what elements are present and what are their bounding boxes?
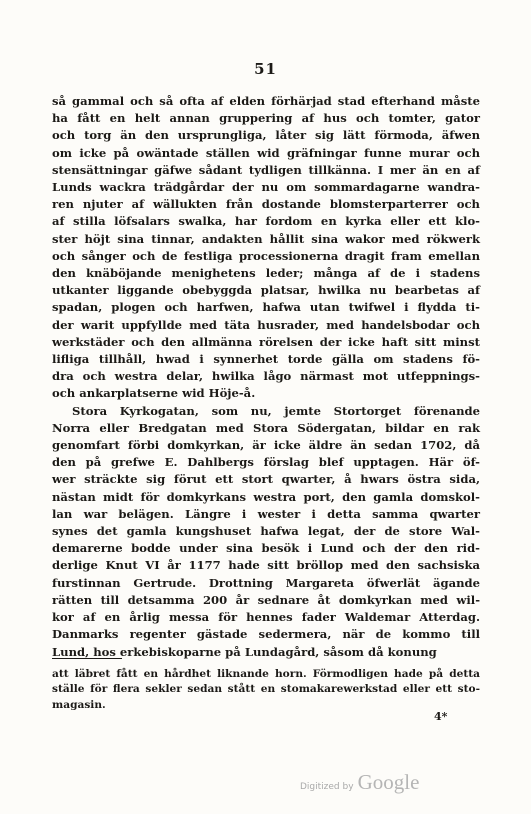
footnote-line: magasin. [52, 698, 106, 711]
watermark-brand: Google [357, 770, 420, 794]
body-text-line: stensättningar gäfwe sådant tydligen tillkänna. I mer än en af [52, 162, 480, 177]
body-text-line: om icke på owäntade ställen wid gräfningar funne murar och [52, 145, 480, 160]
body-text-line: rätten till detsamma 200 år sednare åt domkyrkan med wil- [52, 592, 480, 607]
body-text-line: Lund, hos erkebiskoparne på Lundagård, såsom då konung [52, 644, 437, 659]
body-text-line: och sånger och de festliga processionerna dragit fram emellan [52, 248, 480, 263]
body-text-line: så gammal och så ofta af elden förhärjad stad efterhand måste [52, 94, 480, 108]
body-text-line: werkstäder och den allmänna rörelsen der icke haft sitt minst [52, 334, 480, 349]
body-text-line: Danmarks regenter gästade sedermera, när de kommo till [52, 627, 480, 642]
body-text-line: ster höjt sina tinnar, andakten hållit sina wakor med rökwerk [52, 231, 480, 246]
body-text-line: synes det gamla kungshuset hafwa legat, der de store Wal- [52, 524, 480, 539]
body-text-line: Stora Kyrkogatan, som nu, jemte Stortorget förenande [72, 403, 480, 418]
body-text-line: derlige Knut VI år 1177 hade sitt bröllop med den sachsiska [52, 558, 480, 573]
body-text-line: och ankarplatserne wid Höje-å. [52, 386, 256, 401]
body-text-line: genomfart förbi domkyrkan, är icke äldre än sedan 1702, då [52, 438, 480, 453]
body-text-line: spadan, plogen och harfwen, hafwa utan twifwel i flydda ti- [52, 300, 480, 315]
signature-mark: 4* [434, 710, 448, 723]
footnote-line: att läbret fått en hårdhet liknande horn. Förmodligen hade på detta [52, 668, 480, 680]
body-text-line: kor af en årlig messa för hennes fader Waldemar Atterdag. [52, 610, 480, 625]
digitized-watermark [300, 770, 419, 795]
body-text-line: der warit uppfyllde med täta husrader, med handelsbodar och [52, 317, 480, 332]
body-text-line: Norra eller Bredgatan med Stora Södergatan, bildar en rak [52, 420, 480, 435]
page-number: 51 [254, 60, 277, 78]
body-text-line: ren njuter af wällukten från dostande blomsterparterrer och [52, 197, 480, 212]
body-text-line: den på grefwe E. Dahlbergs förslag blef upptagen. Här öf- [52, 455, 480, 470]
body-text-line: lifliga tillhåll, hwad i synnerhet torde gälla om stadens fö- [52, 352, 480, 367]
body-text-line: lan war belägen. Längre i wester i detta samma qwarter [52, 506, 480, 521]
body-text-line: demarerne bodde under sina besök i Lund och der den rid- [52, 541, 480, 556]
body-text-line: furstinnan Gertrude. Drottning Margareta öfwerlät ägande [52, 575, 480, 590]
body-text [52, 93, 480, 661]
body-text-line: nästan midt för domkyrkans westra port, den gamla domskol- [52, 489, 480, 504]
footnote-rule [52, 658, 122, 659]
body-text-line: wer sträckte sig förut ett stort qwarter, å hwars östra sida, [52, 472, 480, 487]
watermark-prefix: Digitized by [300, 782, 354, 792]
body-text-line: af stilla löfsalars swalka, har fordom en kyrka eller ett klo- [52, 214, 480, 229]
body-text-line: Lunds wackra trädgårdar der nu om sommardagarne wandra- [52, 180, 480, 195]
footnotes [52, 667, 480, 713]
body-text-line: och torg än den ursprungliga, låter sig lätt förmoda, äfwen [52, 128, 480, 143]
footnote-line: ställe för flera sekler sedan stått en stomakarewerkstad eller ett sto- [52, 683, 480, 696]
body-text-line: dra och westra delar, hwilka lågo närmast mot utfeppnings- [52, 369, 480, 384]
body-text-line: ha fått en helt annan gruppering af hus och tomter, gator [52, 111, 480, 126]
body-text-line: den knäböjande menighetens leder; många af de i stadens [52, 266, 480, 281]
body-text-line: utkanter liggande obebyggda platsar, hwilka nu bearbetas af [52, 283, 480, 298]
